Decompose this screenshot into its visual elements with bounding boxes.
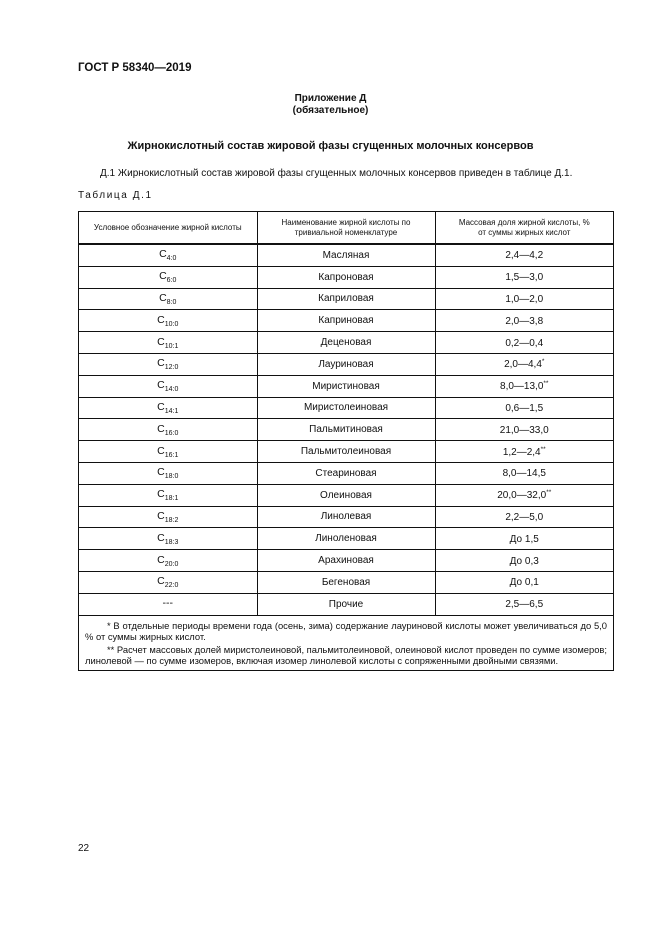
symbol-base: С [157, 422, 165, 435]
table-row [79, 375, 613, 397]
cell-name: Прочие [257, 593, 435, 615]
appendix-status: (обязательное) [292, 105, 369, 116]
table-caption: Таблица Д.1 [78, 190, 153, 201]
cell-symbol [79, 462, 257, 484]
table-row [79, 593, 613, 615]
cell-name: Миристиновая [257, 375, 435, 397]
value-text: До 1,5 [509, 533, 539, 545]
cell-name: Каприновая [257, 310, 435, 332]
table-header-row [79, 212, 613, 244]
symbol-base: С [157, 466, 165, 479]
symbol-subscript: 10:1 [164, 342, 179, 350]
symbol-base: С [157, 488, 165, 501]
cell-value [435, 353, 613, 375]
appendix-heading [0, 93, 661, 117]
cell-name: Каприловая [257, 288, 435, 310]
symbol-base: С [159, 291, 167, 304]
note-1-text: * В отдельные периоды времени года (осень, зима) содержание лауриновой кислоты может увеличиваться до 5,0 % от суммы жирных кислот. [85, 619, 607, 643]
cell-value [435, 462, 613, 484]
document-code: ГОСТ Р 58340—2019 [78, 62, 192, 74]
symbol-subscript: 20:0 [164, 560, 179, 568]
value-text: 21,0—33,0 [499, 424, 549, 436]
cell-value [435, 375, 613, 397]
cell-name: Пальмитиновая [257, 419, 435, 441]
table-row [79, 266, 613, 288]
value-text: 8,0—13,0 [500, 381, 544, 393]
cell-name: Миристолеиновая [257, 397, 435, 419]
cell-value [435, 288, 613, 310]
cell-name: Бегеновая [257, 571, 435, 593]
table-row [79, 528, 613, 550]
symbol-subscript: 14:0 [164, 386, 179, 394]
cell-symbol [79, 528, 257, 550]
cell-value [435, 244, 613, 266]
symbol-subscript: 12:0 [164, 364, 179, 372]
symbol-base: --- [162, 597, 173, 610]
symbol-subscript: 14:1 [164, 407, 179, 415]
value-text: 20,0—32,0 [497, 490, 547, 502]
data-table [79, 212, 613, 616]
cell-symbol [79, 419, 257, 441]
value-text: 2,2—5,0 [505, 511, 544, 523]
value-text: 1,5—3,0 [505, 272, 544, 284]
cell-symbol [79, 266, 257, 288]
symbol-base: С [157, 509, 165, 522]
cell-symbol [79, 332, 257, 354]
cell-value [435, 593, 613, 615]
header-symbol: Условное обозначение жирной кислоты [79, 212, 257, 244]
cell-name: Масляная [257, 244, 435, 266]
value-text: До 0,3 [509, 555, 539, 567]
note-1 [85, 620, 607, 643]
symbol-subscript: 16:0 [164, 429, 179, 437]
cell-symbol [79, 375, 257, 397]
symbol-subscript: 4:0 [166, 255, 177, 263]
value-text: 2,0—4,4 [504, 359, 542, 371]
header-name [257, 212, 435, 244]
value-text: 1,2—2,4 [502, 446, 541, 458]
symbol-base: С [157, 444, 165, 457]
cell-value [435, 528, 613, 550]
cell-value [435, 310, 613, 332]
symbol-base: С [159, 248, 167, 261]
cell-value [435, 550, 613, 572]
symbol-base: С [157, 335, 165, 348]
cell-symbol [79, 506, 257, 528]
cell-name: Деценовая [257, 332, 435, 354]
value-text: 2,4—4,2 [505, 250, 544, 262]
symbol-subscript: 18:3 [164, 538, 179, 546]
appendix-title: Приложение Д [294, 93, 367, 104]
table-notes [79, 616, 613, 667]
value-text: 2,0—3,8 [505, 315, 544, 327]
symbol-base: С [157, 400, 165, 413]
table-row [79, 419, 613, 441]
cell-symbol [79, 353, 257, 375]
table-row [79, 441, 613, 463]
cell-name: Стеариновая [257, 462, 435, 484]
table-row [79, 484, 613, 506]
cell-name: Лауриновая [257, 353, 435, 375]
value-text: До 0,1 [509, 577, 539, 589]
table-row [79, 310, 613, 332]
symbol-subscript: 6:0 [166, 277, 177, 285]
cell-symbol [79, 397, 257, 419]
value-text: 1,0—2,0 [505, 293, 544, 305]
cell-name: Капроновая [257, 266, 435, 288]
symbol-base: С [159, 270, 167, 283]
cell-value [435, 332, 613, 354]
table-row [79, 506, 613, 528]
cell-name: Линоленовая [257, 528, 435, 550]
cell-name: Линолевая [257, 506, 435, 528]
cell-symbol [79, 244, 257, 266]
footnote-mark: ** [543, 380, 549, 388]
cell-value [435, 441, 613, 463]
cell-symbol [79, 550, 257, 572]
symbol-base: С [157, 357, 165, 370]
symbol-subscript: 22:0 [164, 582, 179, 590]
table-row [79, 353, 613, 375]
table-row [79, 462, 613, 484]
symbol-base: С [157, 379, 165, 392]
table-row [79, 571, 613, 593]
header-name-text: Наименование жирной кислоты по тривиальной номенклатуре [281, 217, 411, 237]
symbol-base: С [157, 553, 165, 566]
intro-paragraph: Д.1 Жирнокислотный состав жировой фазы сгущенных молочных консервов приведен в таблице Д.1. [100, 168, 573, 179]
cell-value [435, 484, 613, 506]
value-text: 0,2—0,4 [505, 337, 544, 349]
cell-value [435, 506, 613, 528]
cell-symbol [79, 441, 257, 463]
cell-name: Арахиновая [257, 550, 435, 572]
section-title: Жирнокислотный состав жировой фазы сгущенных молочных консервов [127, 140, 534, 152]
symbol-base: С [157, 313, 165, 326]
note-2 [85, 644, 607, 667]
cell-symbol [79, 571, 257, 593]
header-mass-fraction [435, 212, 613, 244]
table-row [79, 550, 613, 572]
footnote-mark: * [541, 358, 545, 366]
symbol-subscript: 16:1 [164, 451, 179, 459]
footnote-mark: ** [546, 489, 552, 497]
symbol-base: С [157, 575, 165, 588]
cell-symbol [79, 288, 257, 310]
value-text: 2,5—6,5 [505, 599, 544, 611]
cell-value [435, 571, 613, 593]
symbol-subscript: 18:0 [164, 473, 179, 481]
header-mass-fraction-text: Массовая доля жирной кислоты, % от суммы жирных кислот [458, 217, 590, 237]
table-row [79, 288, 613, 310]
symbol-subscript: 10:0 [164, 320, 179, 328]
fatty-acid-table [78, 211, 614, 671]
cell-name: Пальмитолеиновая [257, 441, 435, 463]
table-row [79, 332, 613, 354]
symbol-base: С [157, 531, 165, 544]
footnote-mark: ** [540, 445, 546, 453]
value-text: 0,6—1,5 [505, 402, 544, 414]
page-number: 22 [78, 843, 90, 854]
note-2-text: ** Расчет массовых долей миристолеиновой, пальмитолеиновой, олеиновой кислот проведен по сумме изомеров; линолевой — по сумме изомеров, включая изомер линолевой кислоты с сопряженными двойными связями. [85, 643, 607, 667]
symbol-subscript: 18:2 [164, 516, 179, 524]
value-text: 8,0—14,5 [502, 468, 546, 480]
cell-symbol [79, 310, 257, 332]
table-row [79, 244, 613, 266]
symbol-subscript: 18:1 [164, 495, 179, 503]
table-body [79, 244, 613, 615]
symbol-subscript: 8:0 [166, 298, 177, 306]
cell-value [435, 397, 613, 419]
cell-symbol [79, 484, 257, 506]
cell-symbol [79, 593, 257, 615]
cell-value [435, 419, 613, 441]
table-row [79, 397, 613, 419]
cell-value [435, 266, 613, 288]
cell-name: Олеиновая [257, 484, 435, 506]
